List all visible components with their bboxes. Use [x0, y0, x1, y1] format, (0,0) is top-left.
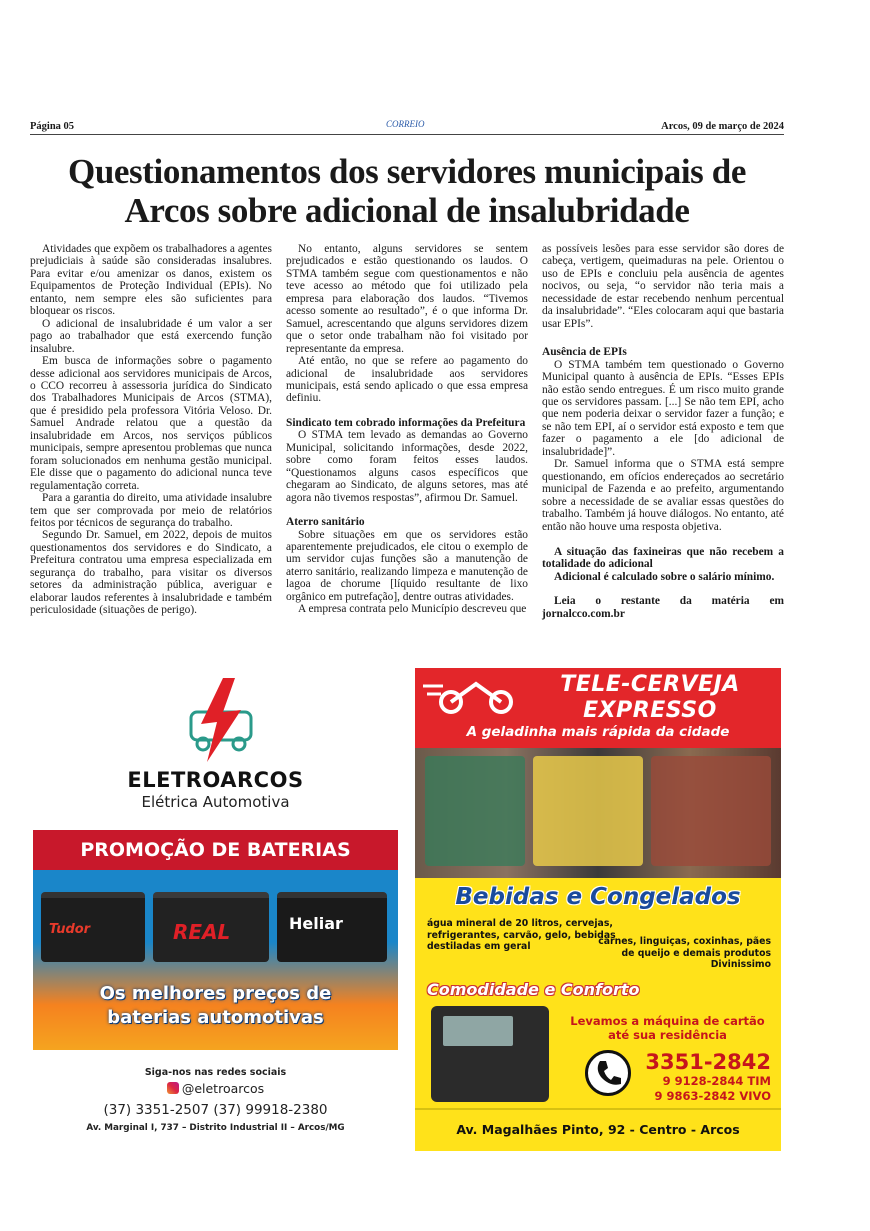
battery-real [153, 892, 269, 962]
tele-cerveja-title [525, 672, 775, 724]
title-line: TELE-CERVEJA [560, 672, 740, 697]
teaser-text: Adicional é calculado sobre o salário mínimo. [554, 570, 775, 583]
page-header [30, 121, 784, 135]
lightning-car-icon [161, 672, 281, 768]
article-headline: Questionamentos dos servidores municipais de Arcos sobre adicional de insalubridade [68, 152, 746, 230]
social-caption: Siga-nos nas redes sociais [144, 1067, 287, 1078]
product-pack [651, 756, 771, 866]
ad-header [415, 668, 781, 748]
phone-main: 3351-2842 [645, 1050, 771, 1074]
paragraph: Atividades que expõem os trabalhadores a agentes prejudiciais à saúde são consideradas insalubres. Para evitar e/ou amenizar os danos, existem os Equipamentos de Proteção Individual (EPIs). No entanto, nem sempre eles são suficientes para bloquear os riscos. [30, 243, 272, 318]
eletroarcos-subtitle: Elétrica Automotiva [141, 793, 290, 811]
battery-label: Heliar [289, 914, 343, 933]
instagram-icon [167, 1082, 179, 1094]
article-column-2 [286, 243, 528, 616]
phone-vivo: 9 9863-2842 VIVO [654, 1089, 771, 1103]
frozen-products-photo [415, 748, 781, 878]
paragraph: No entanto, alguns servidores se sentem prejudicados e estão questionando os laudos. O STMA também segue com questionamentos e não teve acesso ao método que foi utilizado pela empresa para elaboração dos laudos. “Tivemos acesso somente ao resultado”, é o que informa Dr. Samuel, acrescentando que alguns servidores dizem que o setor onde trabalham não foi visitado por representante da empresa. [286, 243, 528, 355]
battery-tudor [41, 892, 145, 962]
comodidade-heading: Comodidade e Conforto [427, 980, 640, 999]
issue-date: Arcos, 09 de março de 2024 [661, 121, 784, 132]
paragraph: A empresa contrata pelo Município descreveu que [298, 603, 527, 616]
subheading: Aterro sanitário [286, 516, 365, 529]
battery-promo-area [33, 870, 398, 1050]
ad-footer [415, 1108, 781, 1151]
promo-banner: PROMOÇÃO DE BATERIAS [33, 830, 398, 870]
product-pack [425, 756, 525, 866]
handset-icon [588, 1053, 628, 1093]
paragraph: O STMA também tem questionado o Governo Municipal quanto à ausência de EPIs. “Esses EPIs não estão sendo entregues. É um risco muito grande que os servidores passam. [...] Se não tem EPI, acho que nem poderia deixar o servidor fazer a função; e se não tem EPI, aí o servidor está exposto e tem que fazer o pagamento a ele [do adicional de insalubridade]”. [542, 358, 784, 458]
frozen-list: carnes, linguiças, coxinhas, pães de queijo e demais produtos Divinissimo [598, 936, 771, 970]
paragraph: O adicional de insalubridade é um valor a ser pago ao trabalhador que está exercendo função insalubre. [30, 317, 272, 355]
instagram-handle[interactable] [33, 1081, 398, 1096]
contact-phones: (37) 3351-2507 (37) 99918-2380 [103, 1102, 328, 1118]
title-line: EXPRESSO [583, 698, 717, 723]
eletroarcos-brand: ELETROARCOS [127, 768, 304, 792]
battery-label: REAL [173, 920, 231, 944]
product-pack [533, 756, 643, 866]
bebidas-headline: Bebidas e Congelados [455, 884, 741, 910]
eletroarcos-ad [33, 668, 398, 1151]
article-column-3 [542, 243, 784, 620]
drinks-list: água mineral de 20 litros, cervejas, refrigerantes, carvão, gelo, bebidas destiladas em geral [427, 918, 616, 952]
article-column-1 [30, 243, 272, 617]
read-more-link[interactable]: Leia o restante da matéria em jornalcco.com.br [542, 595, 784, 620]
store-address: Av. Marginal I, 737 – Distrito Industrial II – Arcos/MG [86, 1123, 345, 1133]
products-area [415, 878, 781, 1108]
card-machine-screen [443, 1016, 513, 1046]
ad-brand-area [33, 668, 398, 830]
ad-contact-area [33, 1050, 398, 1151]
delivery-scooter-icon [421, 672, 531, 722]
teaser-heading: A situação das faxineiras que não recebem a totalidade do adicional [542, 545, 784, 571]
phone-icon [585, 1050, 631, 1096]
subheading: Ausência de EPIs [542, 346, 627, 359]
paragraph: Dr. Samuel informa que o STMA está sempre questionando, em ofícios endereçados ao secretário municipal de Fazenda e ao prefeito, argumentando sobre a necessidade de se avaliar essas questões do trabalho. Também já houve diálogos. No entanto, até então não houve uma resposta objetiva. [542, 458, 784, 533]
instagram-handle-text: @eletroarcos [181, 1081, 265, 1096]
battery-label: Tudor [49, 922, 91, 937]
paragraph: Para a garantia do direito, uma atividade insalubre tem que ser comprovada por meio de relatórios feitos por técnicos de segurança do trabalho. [30, 492, 272, 529]
tele-cerveja-ad [415, 668, 781, 1151]
battery-heliar [277, 892, 387, 962]
paragraph: Em busca de informações sobre o pagamento desse adicional aos servidores municipais de Arcos, o CCO recorreu à assessoria jurídica do Sindicato dos Trabalhadores Municipais de Arcos (STMA), que é presidido pela professora Vitória Veloso. Dr. Samuel Andrade relatou que a questão da insalubridade em Arcos, nos serviços públicos municipais, sempre apresentou problemas que nunca foram solucionados em nenhuma gestão municipal. Ele disse que o pagamento do adicional nunca teve regulamentação correta. [30, 355, 272, 492]
slogan-line: Os melhores preços de [99, 983, 332, 1004]
ad-tagline: A geladinha mais rápida da cidade [466, 724, 730, 740]
phone-tim: 9 9128-2844 TIM [662, 1074, 771, 1088]
card-machine-icon [431, 1006, 549, 1102]
paragraph: Segundo Dr. Samuel, em 2022, depois de muitos questionamentos dos servidores e do Sindicato, a Prefeitura contratou uma empresa especializada em segurança do trabalho, para visitar os diversos setores da administração pública, averiguar e elaborar laudos referentes à insalubridade e também periculosidade (situações de perigo). [30, 529, 272, 617]
newspaper-logo: CORREIO [386, 119, 425, 129]
promo-slogan [33, 982, 398, 1030]
slogan-line: baterias automotivas [107, 1007, 324, 1028]
subheading: Sindicato tem cobrado informações da Prefeitura [286, 416, 526, 429]
paragraph: Até então, no que se refere ao pagamento do adicional de insalubridade aos servidores municipais, está sendo aplicado o que essa empresa definiu. [286, 355, 528, 405]
store-address: Av. Magalhães Pinto, 92 - Centro - Arcos [456, 1122, 740, 1137]
paragraph: as possíveis lesões para esse servidor são dores de cabeça, vertigem, queimaduras na pele. Orientou o uso de EPIs e concluiu pela ausência de agentes nocivos, ou seja, “o servidor não teria mais a necessidade de estar recebendo nenhum percentual da insalubridade”. “Eles colocaram aqui que bastaria usar EPIs”. [542, 243, 784, 330]
paragraph: Sobre situações em que os servidores estão aparentemente prejudicados, ele citou o exemplo de um servidor cujas funções são a manutenção de aterro sanitário, realizando limpeza e manutenção de lagoa de chorume [líquido resultante de lixo orgânico em putrefação], dentre outras atividades. [286, 528, 528, 603]
paragraph: O STMA tem levado as demandas ao Governo Municipal, solicitando informações, desde 2022, sobre como foram feitos esses laudos. “Questionamos alguns casos específicos que chegaram ao Sindicato, de alguns setores, mas até agora não tivemos respostas”, afirmou Dr. Samuel. [286, 429, 528, 504]
card-delivery-text: Levamos a máquina de cartão até sua residência [570, 1014, 765, 1042]
page-number: Página 05 [30, 121, 75, 132]
